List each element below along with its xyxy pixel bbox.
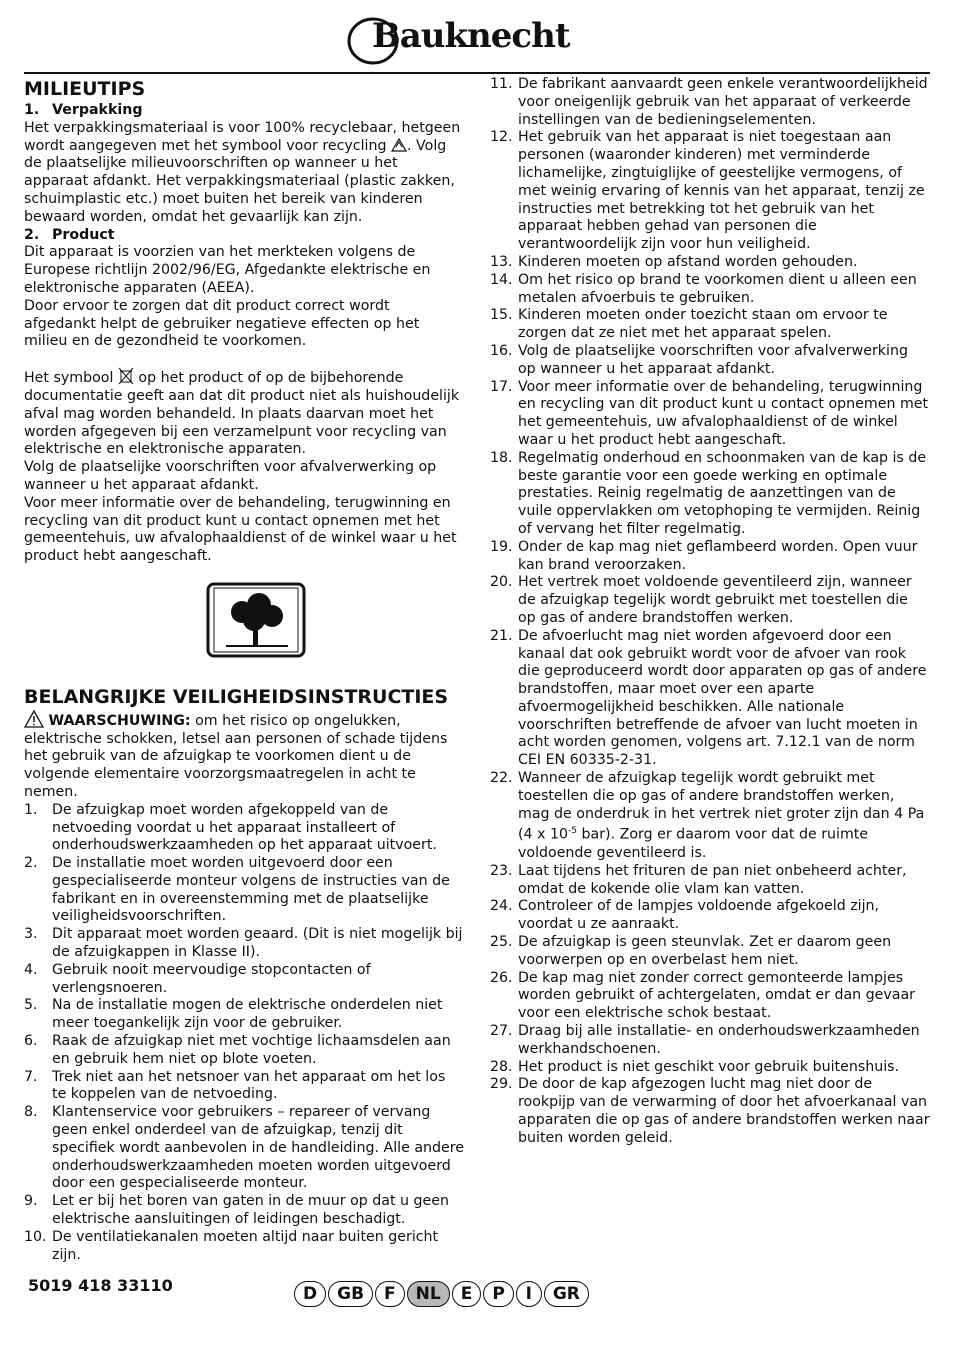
list-item-number: 17.	[490, 378, 513, 395]
list-item-number: 1.	[24, 801, 38, 818]
list-item-text: Regelmatig onderhoud en schoonmaken van de kap is de beste garantie voor een goede werking en optimale prestaties. Reinig regelmatig de aanzettingen van de vuile oppervlakken om vetophoping te vermijden. Reinig of vervang het filter regelmatig.	[518, 449, 927, 537]
list-item-number: 14.	[490, 271, 513, 288]
brand-name: Bauknecht	[372, 16, 570, 56]
subsection-packaging: 1. Verpakking	[24, 102, 143, 118]
list-item-number: 28.	[490, 1058, 513, 1075]
list-item-text: Kinderen moeten op afstand worden gehouden.	[518, 253, 858, 270]
list-item	[24, 1033, 464, 1069]
list-item-number: 16.	[490, 342, 513, 359]
language-i[interactable]: I	[516, 1281, 542, 1307]
list-item-number: 26.	[490, 969, 513, 986]
list-item	[490, 1023, 930, 1059]
list-item-number: 20.	[490, 574, 513, 591]
list-item	[490, 272, 930, 308]
list-item-number: 21.	[490, 627, 513, 644]
list-item-number: 5.	[24, 997, 38, 1014]
list-item	[490, 970, 930, 1023]
list-item	[24, 997, 464, 1033]
list-item	[490, 254, 930, 272]
list-item-text: De ventilatiekanalen moeten altijd naar buiten gericht zijn.	[52, 1228, 439, 1263]
list-item-text: De afvoerlucht mag niet worden afgevoerd door een kanaal dat ook gebruikt wordt voor de afvoer van rook die geproduceerd wordt door apparaten op gas of andere brandstoffen, maar moet over een aparte afvoermogelijkheid beschikken. Alle nationale voorschriften betreffende de afvoer van lucht moeten in acht worden genomen, volgens art. 7.12.1 van de norm CEI EN 60335-2-31.	[518, 627, 927, 769]
list-item-number: 4.	[24, 961, 38, 978]
warning-triangle-icon	[24, 710, 44, 728]
list-item-text: Laat tijdens het frituren de pan niet onbeheerd achter, omdat de kokende olie vlam kan vatten.	[518, 862, 907, 897]
list-item-text: Het product is niet geschikt voor gebruik buitenshuis.	[518, 1058, 900, 1075]
list-item-text: Dit apparaat moet worden geaard. (Dit is niet mogelijk bij de afzuigkappen in Klasse II).	[52, 926, 463, 961]
list-item: 22. Wanneer de afzuigkap tegelijk wordt gebruikt met toestellen die op gas of andere brandstoffen werken, mag de onderdruk in het vertrek niet groter zijn dan 4 Pa (4 x $10^{-5}$ bar). Zorg er daarom voor dat de ruimte voldoende geventileerd is.	[490, 770, 925, 861]
list-item-number: 18.	[490, 449, 513, 466]
list-item	[490, 76, 930, 129]
list-item-number: 3.	[24, 926, 38, 943]
list-item-text: Controleer of de lampjes voldoende afgekoeld zijn, voordat u ze aanraakt.	[518, 898, 880, 933]
language-gr[interactable]: GR	[544, 1281, 589, 1307]
list-item-number: 11.	[490, 76, 513, 92]
list-item-text: Onder de kap mag niet geflambeerd worden. Open vuur kan brand veroorzaken.	[518, 538, 918, 573]
list-item-number: 8.	[24, 1104, 38, 1121]
list-item-number: 27.	[490, 1022, 513, 1039]
list-item-number: 2.	[24, 855, 38, 872]
section-title-safety: BELANGRIJKE VEILIGHEIDSINSTRUCTIES	[24, 685, 449, 708]
list-item	[490, 863, 930, 899]
list-item	[24, 1229, 464, 1265]
list-item-text: Na de installatie mogen de elektrische onderdelen niet meer toegankelijk zijn voor de gebruiker.	[52, 997, 443, 1032]
list-item	[490, 129, 930, 254]
safety-list-right-2	[490, 863, 930, 1148]
list-item-text: Het gebruik van het apparaat is niet toegestaan aan personen (waaronder kinderen) met verminderde lichamelijke, zingtuiglijke of geestelijke vermogens, of met weinig ervaring of kennis van het apparaat, tenzij ze instructies met betrekking tot het gebruik van het apparaat hebben gehad van personen die verantwoordelijk zijn voor hun veiligheid.	[518, 129, 925, 253]
list-item	[490, 898, 930, 934]
list-item	[490, 307, 930, 343]
list-item-text: De afzuigkap is geen steunvlak. Zet er daarom geen voorwerpen op en overbelast hem niet.	[518, 933, 892, 968]
list-item	[490, 343, 930, 379]
left-column	[24, 76, 464, 1264]
language-d[interactable]: D	[294, 1281, 326, 1307]
safety-item-22-list	[490, 770, 930, 863]
list-item	[24, 1069, 464, 1105]
list-item-text: De kap mag niet zonder correct gemonteerde lampjes worden gebruikt of achtergelaten, omdat er dan gevaar voor een elektrische schok bestaat.	[518, 969, 916, 1022]
list-item-text: Klantenservice voor gebruikers – repareer of vervang geen enkel onderdeel van de afzuigkap, tenzij dit specifiek wordt aanbevolen in de handleiding. Alle andere onderhoudswerkzaamheden moeten worden uitgevoerd door een gespecialiseerde monteur.	[52, 1104, 465, 1192]
list-item	[490, 934, 930, 970]
list-item-number: 7.	[24, 1068, 38, 1085]
list-item-number: 19.	[490, 538, 513, 555]
list-item-number: 12.	[490, 129, 513, 146]
header-rule	[24, 72, 930, 74]
list-item	[24, 855, 464, 926]
list-item	[490, 450, 930, 539]
document-code: 5019 418 33110	[28, 1276, 173, 1295]
language-p[interactable]: P	[483, 1281, 513, 1307]
language-nl[interactable]: NL	[407, 1281, 450, 1307]
section-title-environment: MILIEUTIPS	[24, 78, 146, 100]
list-item-number: 6.	[24, 1033, 38, 1050]
language-gb[interactable]: GB	[328, 1281, 373, 1307]
product-text-4: Volg de plaatselijke voorschriften voor afvalverwerking op wanneer u het apparaat afdankt.	[24, 459, 437, 493]
list-item-text: De afzuigkap moet worden afgekoppeld van de netvoeding voordat u het apparaat installeert of onderhoudswerkzaamheden op het apparaat uitvoert.	[52, 801, 437, 854]
list-item	[490, 539, 930, 575]
list-item-number: 29.	[490, 1076, 513, 1093]
list-item-number: 13.	[490, 253, 513, 270]
packaging-text: Het verpakkingsmateriaal is voor 100% recyclebaar, hetgeen wordt aangegeven met het symbool voor recycling . Volg de plaatselijke milieuvoorschriften op wanneer u het apparaat afdankt. Het verpakkingsmateriaal (plastic zakken, schuimplastic etc.) moet buiten het bereik van kinderen bewaard worden, omdat het gevaarlijk kan zijn.	[24, 119, 461, 225]
right-column	[490, 76, 930, 1148]
list-item-text: Het vertrek moet voldoende geventileerd zijn, wanneer de afzuigkap tegelijk wordt gebruikt met toestellen die op gas of andere brandstoffen werken.	[518, 574, 912, 626]
list-item-number: 9.	[24, 1193, 38, 1210]
list-item-text: Volg de plaatselijke voorschriften voor afvalverwerking op wanneer u het apparaat afdankt.	[518, 342, 908, 377]
product-text-1: Dit apparaat is voorzien van het merkteken volgens de Europese richtlijn 2002/96/EG, Afgedankte elektrische en elektronische apparaten (AEEA).	[24, 244, 431, 296]
product-text-5: Voor meer informatie over de behandeling, terugwinning en recycling van dit product kunt u contact opnemen met het gemeentehuis, uw afvalophaaldienst of de winkel waar u het product hebt aangeschaft.	[24, 494, 457, 565]
weee-bin-icon	[118, 367, 134, 385]
list-item-text: Raak de afzuigkap niet met vochtige lichaamsdelen aan en gebruik hem niet op blote voeten.	[52, 1033, 451, 1067]
language-selector	[294, 1281, 589, 1307]
recycling-icon	[391, 138, 407, 152]
list-item-text: Gebruik nooit meervoudige stopcontacten of verlengsnoeren.	[52, 961, 371, 996]
list-item	[490, 628, 930, 770]
subsection-product: 2. Product	[24, 226, 115, 243]
list-item	[24, 1193, 464, 1229]
list-item-text: Trek niet aan het netsnoer van het apparaat om het los te koppelen van de netvoeding.	[52, 1068, 446, 1103]
warning-text: WAARSCHUWING: om het risico op ongelukken, elektrische schokken, letsel aan personen of schade tijdens het gebruik van de afzuigkap te voorkomen dient u de volgende elementaire voorzorgsmaatregelen in acht te nemen.	[24, 710, 464, 802]
list-item-number: 23.	[490, 862, 513, 879]
list-item-text: Om het risico op brand te voorkomen dient u alleen een metalen afvoerbuis te gebruiken.	[518, 271, 917, 306]
list-item	[490, 574, 930, 627]
list-item	[490, 1059, 930, 1077]
language-e[interactable]: E	[452, 1281, 482, 1307]
list-item-text: Kinderen moeten onder toezicht staan om ervoor te zorgen dat ze niet met het apparaat spelen.	[518, 307, 888, 342]
list-item-number: 25.	[490, 933, 513, 950]
list-item	[490, 379, 930, 450]
list-item-text: Voor meer informatie over de behandeling, terugwinning en recycling van dit product kunt u contact opnemen met het gemeentehuis, uw afvalophaaldienst of de winkel waar u het product hebt aangeschaft.	[518, 378, 929, 448]
list-item	[24, 962, 464, 998]
list-item-number: 10.	[24, 1228, 47, 1245]
list-item	[24, 926, 464, 962]
list-item-text: De installatie moet worden uitgevoerd door een gespecialiseerde monteur volgens de instructies van de fabrikant en in overeenstemming met de plaatselijke veiligheidsvoorschriften.	[52, 855, 450, 925]
list-item-text: Draag bij alle installatie- en onderhoudswerkzaamheden werkhandschoenen.	[518, 1022, 920, 1057]
list-item-text: Let er bij het boren van gaten in de muur op dat u geen elektrische aansluitingen of leidingen beschadigt.	[52, 1193, 450, 1228]
environment-tree-icon	[204, 580, 308, 660]
product-text-3: Het symbool op het product of op de bijbehorende documentatie geeft aan dat dit product niet als huishoudelijk afval mag worden behandeld. In plaats daarvan moet het worden afgegeven bij een verzamelpunt voor recycling van elektrische en elektronische apparaten.	[24, 367, 464, 459]
list-item-number: 24.	[490, 898, 513, 915]
language-f[interactable]: F	[375, 1281, 405, 1307]
list-item	[490, 1076, 930, 1147]
safety-list-left	[24, 802, 464, 1265]
list-item	[24, 802, 464, 855]
safety-list-right	[490, 76, 930, 770]
product-text-2: Door ervoor te zorgen dat dit product correct wordt afgedankt helpt de gebruiker negatieve effecten op het milieu en de gezondheid te voorkomen.	[24, 297, 420, 350]
list-item-text: De fabrikant aanvaardt geen enkele verantwoordelijkheid voor oneigenlijk gebruik van het apparaat of verkeerde instellingen van de bedieningselementen.	[518, 76, 928, 128]
list-item-text: De door de kap afgezogen lucht mag niet door de rookpijp van de verwarming of door het afvoerkanaal van apparaten die op gas of andere brandstoffen werken naar buiten worden geleid.	[518, 1076, 930, 1146]
list-item-number: 15.	[490, 307, 513, 324]
list-item	[24, 1104, 464, 1193]
